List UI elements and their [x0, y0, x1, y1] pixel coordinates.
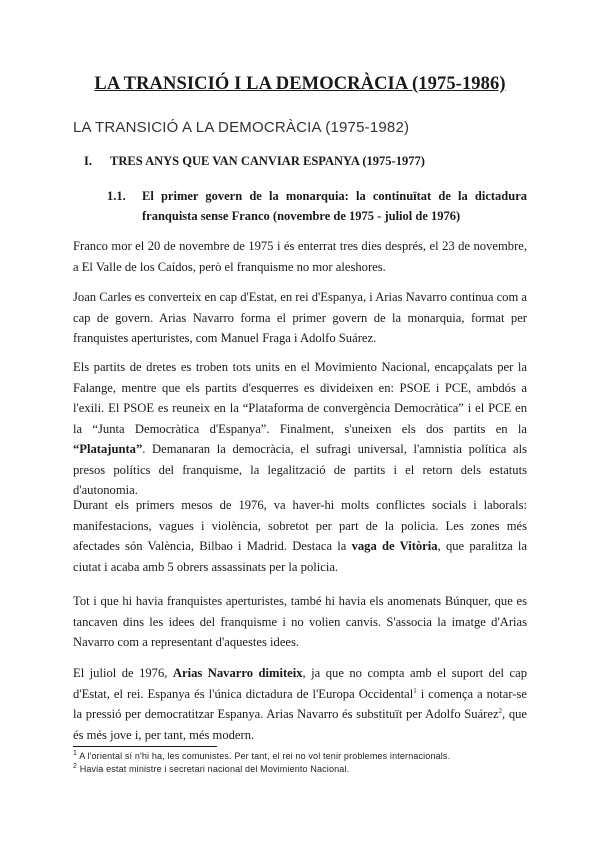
arias-dimiteix-emphasis: Arias Navarro dimiteix	[172, 666, 303, 680]
document-subtitle: LA TRANSICIÓ A LA DEMOCRÀCIA (1975-1982)	[73, 119, 410, 136]
paragraph-1	[73, 236, 527, 277]
section-number: I.	[84, 154, 92, 168]
section-heading	[84, 154, 425, 169]
paragraph-4	[73, 495, 527, 577]
platajunta-emphasis: “Platajunta”	[73, 442, 143, 456]
footnote-2-number: 2	[73, 763, 78, 770]
paragraph-3	[73, 357, 527, 501]
vaga-vitoria-emphasis: vaga de Vitòria	[351, 539, 438, 553]
footnote-ref-2[interactable]: 2	[498, 706, 503, 715]
paragraph-6-text-c: i comença a notar-se la pressió per democratitzar Espanya. Arias Navarro és substituït per Adolfo Suárez	[73, 686, 527, 721]
paragraph-3-text-b: . Demanaran la democràcia, el sufragi universal, l'amnistia política als presos polítics del franquisme, la legalització de partits i el retorn dels estatuts d'autonomia.	[73, 442, 527, 497]
section-title: TRES ANYS QUE VAN CANVIAR ESPANYA (1975-1977)	[110, 154, 425, 168]
paragraph-5	[73, 591, 527, 653]
footnote-2-text: Havia estat ministre i secretari nacional del Movimiento Nacional.	[77, 764, 350, 774]
footnote-2	[73, 764, 527, 774]
paragraph-3-text-a: Els partits de dretes es troben tots units en el Movimiento Nacional, encapçalats per la Falange, mentre que els partits d'esquerres es divideixen en: PSOE i PCE, ambdós a l'exili. El PSOE es reuneix en la “Plataforma de convergència Democràtica” i el PCE en la “Junta Democràtica d'Espanya”. Finalment, s'uneixen els dos partits en la	[73, 360, 527, 436]
subsection-number: 1.1.	[107, 189, 126, 203]
paragraph-4-text-a: Durant els primers mesos de 1976, va haver-hi molts conflictes socials i laborals: manifestacions, vagues i violència, sobretot per part de la policia. Les zones més afectades són València, Bilbao i Madrid. Destaca la	[73, 498, 527, 553]
paragraph-6-text-d: , que és més jove i, per tant, més modern.	[73, 707, 527, 742]
paragraph-6-text-a: El juliol de 1976,	[73, 666, 173, 680]
document-title: LA TRANSICIÓ I LA DEMOCRÀCIA (1975-1986)	[94, 74, 506, 94]
footnote-divider	[73, 746, 217, 747]
footnote-1	[73, 751, 527, 761]
subsection-title: El primer govern de la monarquia: la continuïtat de la dictadura franquista sense Franco (novembre de 1975 - juliol de 1976)	[142, 189, 527, 223]
footnote-1-text: A l'oriental sí n'hi ha, les comunistes. Per tant, el rei no vol tenir problemes internacionals.	[77, 751, 451, 761]
paragraph-6	[73, 663, 527, 745]
footnote-ref-1[interactable]: 1	[413, 686, 417, 695]
paragraph-5-text: Tot i que hi havia franquistes aperturistes, també hi havia els anomenats Búnquer, que es tancaven dins les idees del franquisme i no volien canvis. S'associa la imatge d'Arias Navarro com a representant d'aquestes idees.	[73, 594, 527, 649]
footnote-1-number: 1	[73, 750, 78, 757]
paragraph-2-text: Joan Carles es converteix en cap d'Estat, en rei d'Espanya, i Arias Navarro continua com a cap de govern. Arias Navarro forma el primer govern de la monarquia, format per franquistes aperturistes, com Manuel Fraga i Adolfo Suárez.	[73, 290, 527, 345]
paragraph-6-text-b: , ja que no compta amb el suport del cap d'Estat, el rei. Espanya és l'única dictadura de l'Europa Occidental	[73, 666, 527, 701]
subsection-heading	[107, 186, 527, 226]
paragraph-1-text: Franco mor el 20 de novembre de 1975 i és enterrat tres dies després, el 23 de novembre, a El Valle de los Caídos, però el franquisme no mor aleshores.	[73, 239, 527, 274]
paragraph-4-text-b: , que paralitza la ciutat i acaba amb 5 obrers assassinats per la policia.	[73, 539, 527, 574]
paragraph-2	[73, 287, 527, 349]
